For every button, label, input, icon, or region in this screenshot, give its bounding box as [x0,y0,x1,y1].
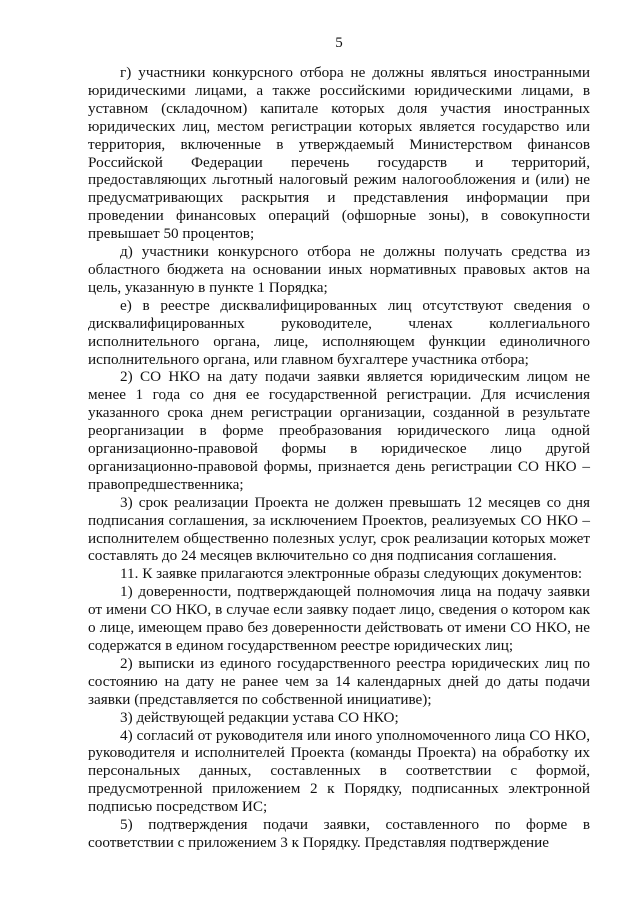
paragraph-item-e: е) в реестре дисквалифицированных лиц отсутствуют сведения о дисквалифицированных руководителе, членах коллегиального исполнительного органа, лице, исполняющем функции единоличного исполнительного органа, или главном бухгалтере участника отбора; [88,296,590,368]
page-number: 5 [335,35,343,51]
paragraph-doc-4: 4) согласий от руководителя или иного уполномоченного лица СО НКО, руководителя и исполнителей Проекта (команды Проекта) на обработку их персональных данных, составленных в соответствии с формой, предусмотренной приложением 2 к Порядку, подписанных электронной подписью посредством ИС; [88,726,590,816]
paragraph-doc-5: 5) подтверждения подачи заявки, составленного по форме в соответствии с приложением 3 к Порядку. Представляя подтверждение [88,816,590,851]
paragraph-doc-3: 3) действующей редакции устава СО НКО; [120,708,399,726]
document-page [88,34,590,852]
paragraph-section-11: 11. К заявке прилагаются электронные образы следующих документов: [120,565,583,583]
paragraph-item-g: г) участники конкурсного отбора не должны являться иностранными юридическими лицами, а также российскими юридическими лицами, в уставном (складочном) капитале которых доля участия иностранных юридических лиц, местом регистрации которых является государство или территория, включенные в утверждаемый Министерством финансов Российской Федерации перечень государств и территорий, предоставляющих льготный налоговый режим налогообложения и (или) не предусматривающих раскрытия и представления информации при проведении финансовых операций (офшорные зоны), в совокупности превышает 50 процентов; [88,64,590,243]
paragraph-item-2: 2) СО НКО на дату подачи заявки является юридическим лицом не менее 1 года со дня ее государственной регистрации. Для исчисления указанного срока днем регистрации организации, созданной в результате реорганизации в форме преобразования юридического лица одной организационно-правовой формы в юридическое лицо другой организационно-правовой формы, признается день регистрации СО НКО – правопредшественника; [88,368,590,493]
paragraph-doc-1: 1) доверенности, подтверждающей полномочия лица на подачу заявки от имени СО НКО, в случае если заявку подает лицо, сведения о котором как о лице, имеющем право без доверенности действовать от имени СО НКО, не содержатся в едином государственном реестре юридических лиц; [88,583,590,654]
paragraph-item-d: д) участники конкурсного отбора не должны получать средства из областного бюджета на основании иных нормативных правовых актов на цель, указанную в пункте 1 Порядка; [88,243,590,296]
paragraph-doc-2: 2) выписки из единого государственного реестра юридических лиц по состоянию на дату не ранее чем за 14 календарных дней до даты подачи заявки (представляется по собственной инициативе); [88,654,590,708]
paragraph-item-3: 3) срок реализации Проекта не должен превышать 12 месяцев со дня подписания соглашения, за исключением Проектов, реализуемых СО НКО – исполнителем общественно полезных услуг, срок реализации которых может составлять до 24 месяцев включительно со дня подписания соглашения. [88,493,590,565]
